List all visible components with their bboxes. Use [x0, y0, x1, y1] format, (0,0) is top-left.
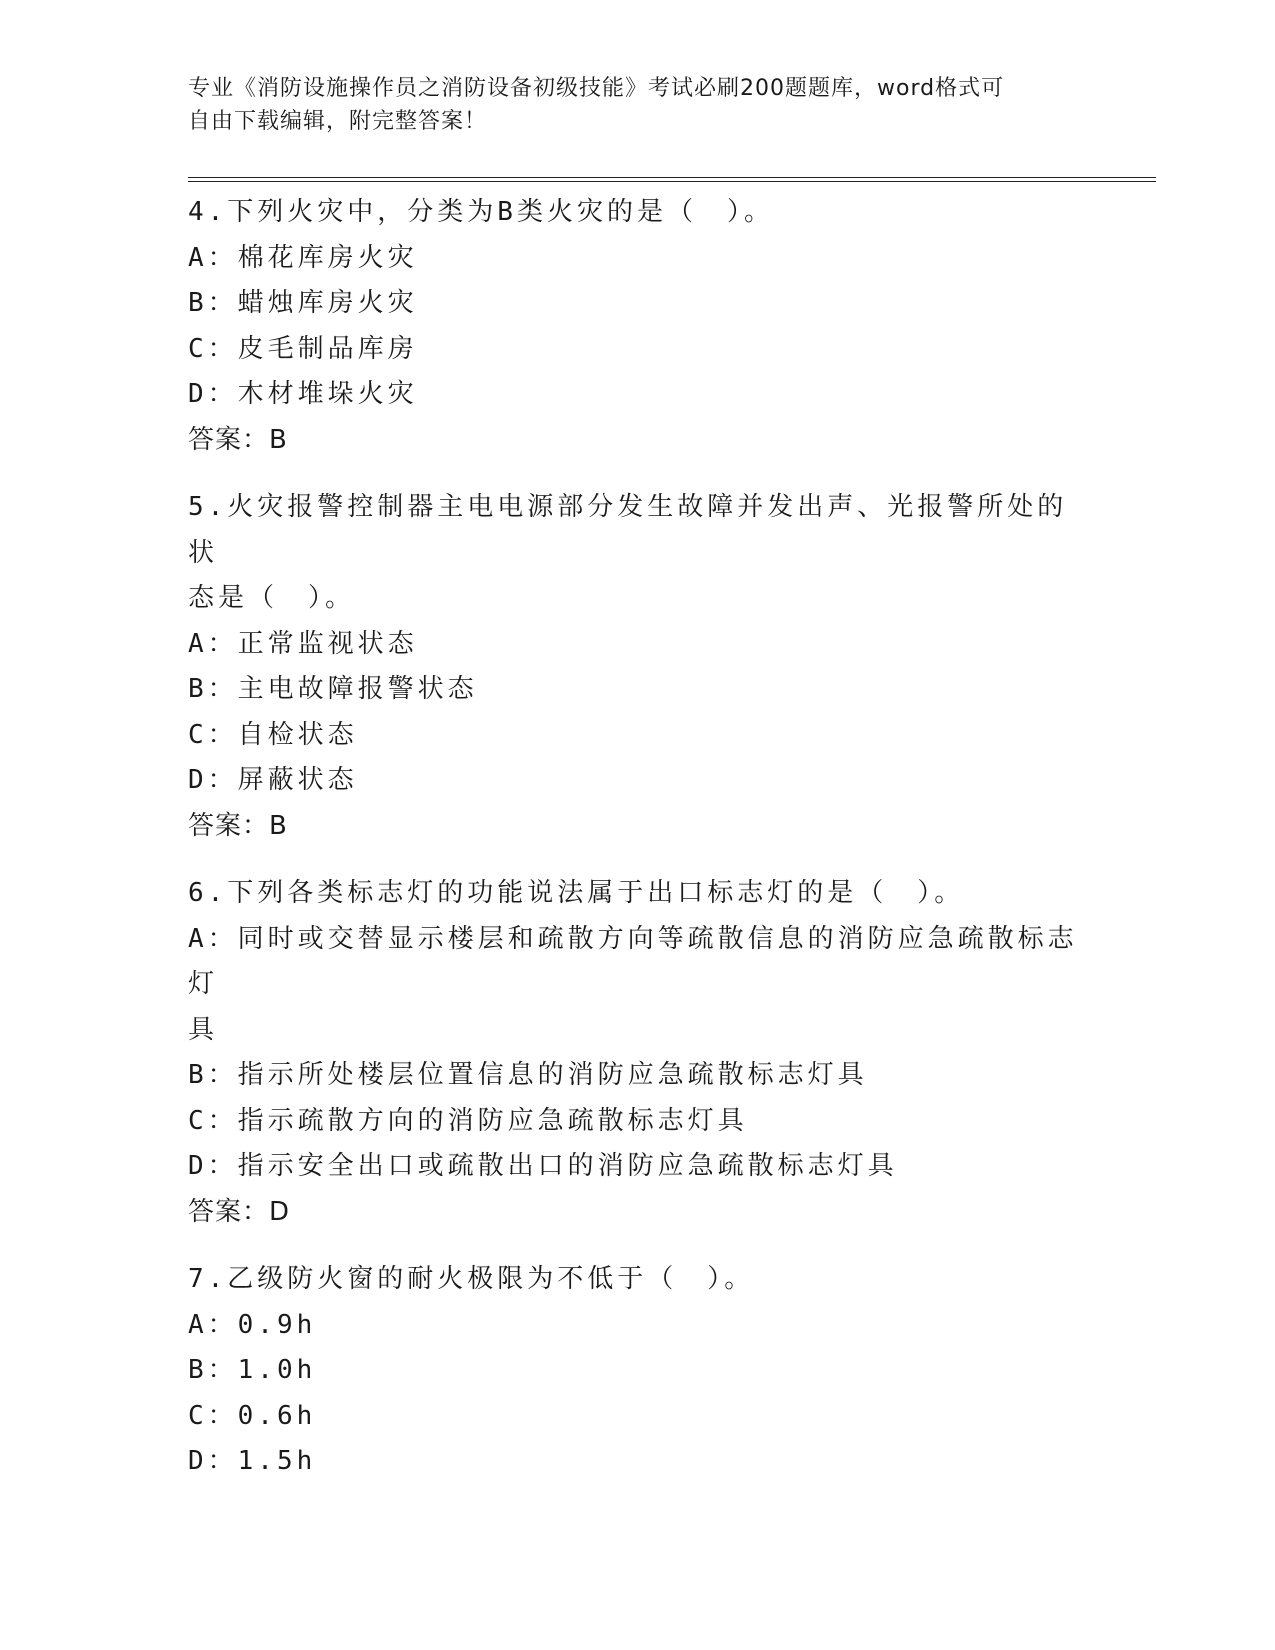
- option-d: D：指示安全出口或疏散出口的消防应急疏散标志灯具: [188, 1151, 898, 1181]
- question-7: [188, 1257, 1088, 1485]
- question-5: [188, 485, 1088, 849]
- document-header: [188, 72, 1068, 138]
- question-list: [188, 190, 1088, 1507]
- option-b: B：蜡烛库房火灾: [188, 288, 418, 318]
- option-d: D：木材堆垛火灾: [188, 379, 418, 409]
- option-b: B：1.0h: [188, 1355, 317, 1385]
- answer-line: 答案：B: [188, 810, 288, 841]
- option-d: D：1.5h: [188, 1446, 317, 1476]
- question-stem-continued: 态是（ ）。: [188, 583, 356, 613]
- question-stem: 4.下列火灾中，分类为B类火灾的是（ ）。: [188, 197, 774, 227]
- option-c: C：自检状态: [188, 719, 358, 750]
- option-a-continued: 具: [188, 1014, 219, 1045]
- header-divider: [188, 177, 1156, 182]
- header-line-1: 专业《消防设施操作员之消防设备初级技能》考试必刷200题题库，word格式可: [188, 76, 1005, 101]
- question-stem: 6.下列各类标志灯的功能说法属于出口标志灯的是（ ）。: [188, 878, 965, 908]
- option-a: A：正常监视状态: [188, 628, 418, 659]
- option-b: B：指示所处楼层位置信息的消防应急疏散标志灯具: [188, 1060, 868, 1090]
- option-c: C：0.6h: [188, 1400, 317, 1431]
- option-c: C：指示疏散方向的消防应急疏散标志灯具: [188, 1105, 748, 1136]
- option-a: A：棉花库房火灾: [188, 242, 418, 273]
- question-4: [188, 190, 1088, 463]
- option-d: D：屏蔽状态: [188, 765, 358, 795]
- option-b: B：主电故障报警状态: [188, 674, 478, 704]
- option-a: A：同时或交替显示楼层和疏散方向等疏散信息的消防应急疏散标志灯: [188, 923, 1078, 999]
- header-line-2: 自由下载编辑，附完整答案！: [188, 109, 488, 134]
- answer-line: 答案：B: [188, 424, 288, 455]
- question-6: [188, 871, 1088, 1235]
- answer-line: 答案：D: [188, 1196, 291, 1227]
- question-stem: 5.火灾报警控制器主电电源部分发生故障并发出声、光报警所处的状: [188, 492, 1068, 568]
- option-a: A：0.9h: [188, 1309, 317, 1340]
- question-stem: 7.乙级防火窗的耐火极限为不低于（ ）。: [188, 1264, 755, 1294]
- option-c: C：皮毛制品库房: [188, 333, 418, 364]
